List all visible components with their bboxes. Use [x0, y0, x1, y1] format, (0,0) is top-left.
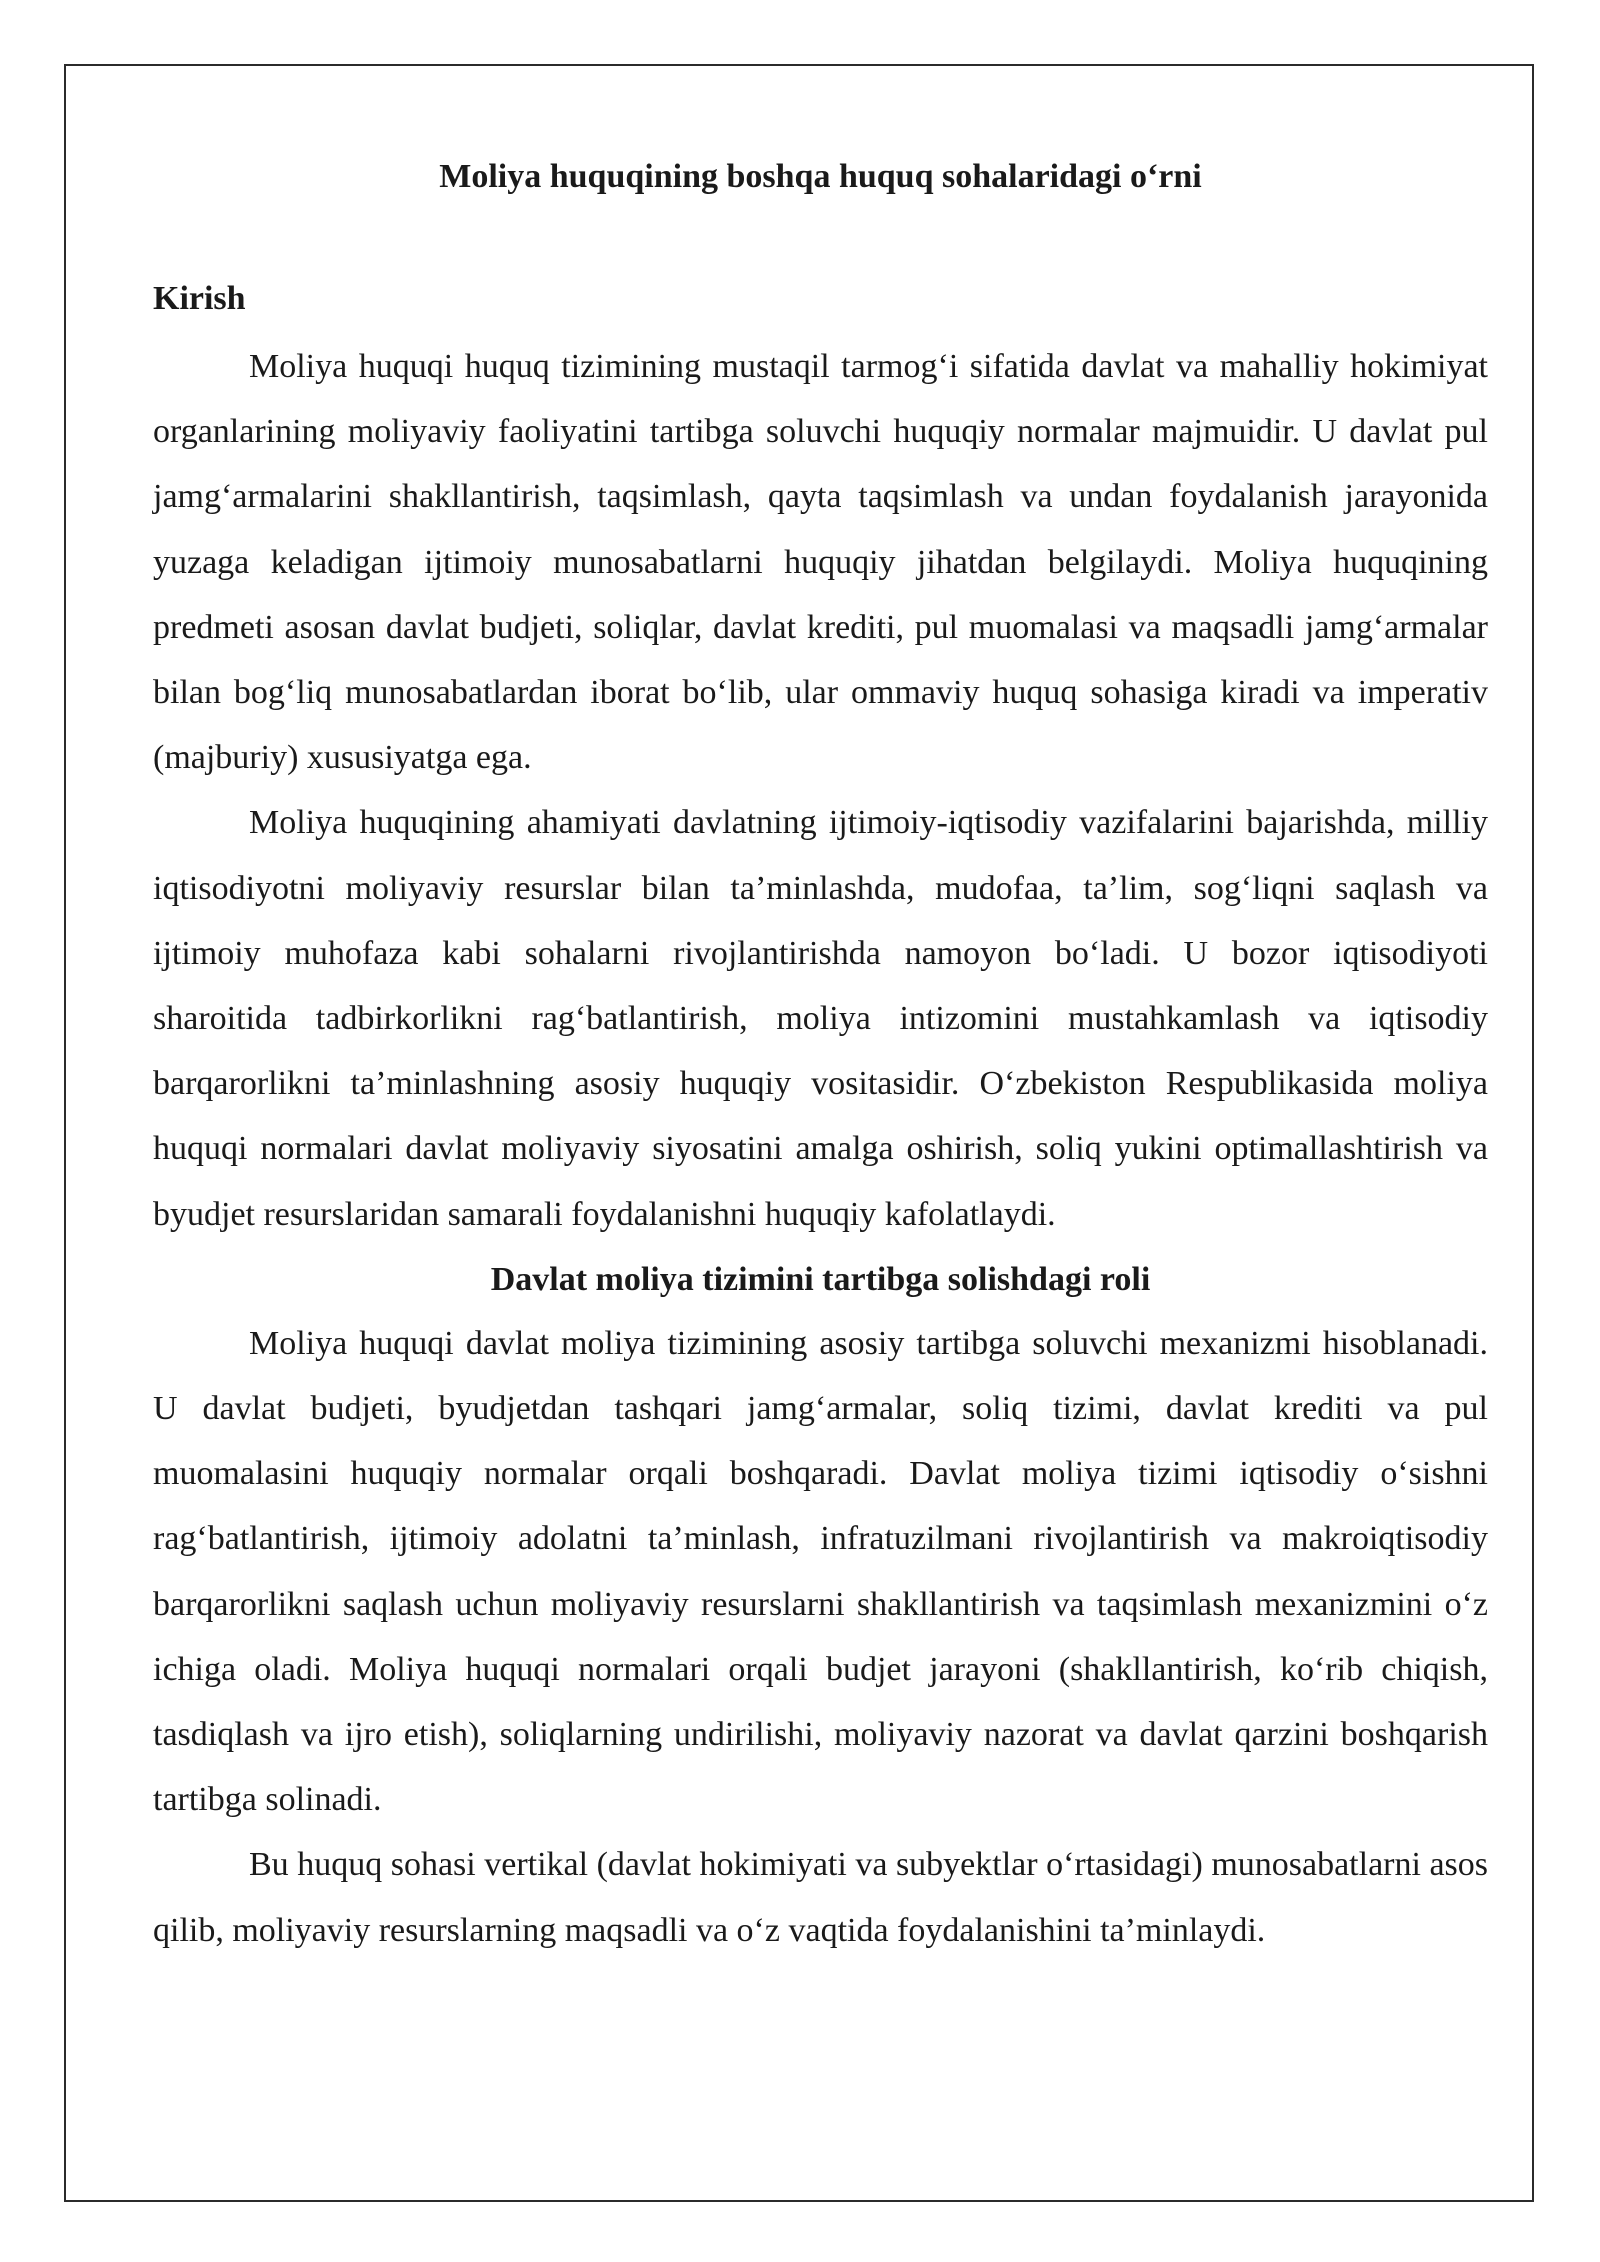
- paragraph: Moliya huquqi huquq tizimining mustaqil tarmog‘i sifatida davlat va mahalliy hokimiyat organlarining moliyaviy faoliyatini tartibga soluvchi huquqiy normalar majmuidir. U davlat pul jamg‘armalarini shakllantirish, taqsimlash, qayta taqsimlash va undan foydalanish jarayonida yuzaga keladigan ijtimoiy munosabatlarni huquqiy jihatdan belgilaydi. Moliya huquqining predmeti asosan davlat budjeti, soliqlar, davlat krediti, pul muomalasi va maqsadli jamg‘armalar bilan bog‘liq munosabatlardan iborat bo‘lib, ular ommaviy huquq sohasiga kiradi va imperativ (majburiy) xususiyatga ega.: [153, 348, 1488, 777]
- section-introduction: [153, 270, 1488, 1247]
- paragraph: Moliya huquqining ahamiyati davlatning ijtimoiy-iqtisodiy vazifalarini bajarishda, milliy iqtisodiyotni moliyaviy resurslar bilan ta’minlashda, mudofaa, ta’lim, sog‘liqni saqlash va ijtimoiy muhofaza kabi sohalarni rivojlantirishda namoyon bo‘ladi. U bozor iqtisodiyoti sharoitida tadbirkorlikni rag‘batlantirish, moliya intizomini mustahkamlash va iqtisodiy barqarorlikni ta’minlashning asosiy huquqiy vositasidir. O‘zbekiston Respublikasida moliya huquqi normalari davlat moliyaviy siyosatini amalga oshirish, soliq yukini optimallashtirish va byudjet resurslaridan samarali foydalanishni huquqiy kafolatlaydi.: [153, 804, 1488, 1233]
- section-heading-state-finance-role: Davlat moliya tizimini tartibga solishdagi roli: [490, 1260, 1151, 1298]
- document-body: [153, 148, 1488, 1963]
- document-title: Moliya huquqining boshqa huquq sohalaridagi o‘rni: [439, 158, 1202, 195]
- section-heading-introduction: Kirish: [153, 280, 246, 317]
- section-state-finance-role: [153, 1251, 1488, 1963]
- paragraph: Moliya huquqi davlat moliya tizimining asosiy tartibga soluvchi mexanizmi hisoblanadi. U davlat budjeti, byudjetdan tashqari jamg‘armalar, soliq tizimi, davlat krediti va pul muomalasini huquqiy normalar orqali boshqaradi. Davlat moliya tizimi iqtisodiy o‘sishni rag‘batlantirish, ijtimoiy adolatni ta’minlash, infratuzilmani rivojlantirish va makroiqtisodiy barqarorlikni saqlash uchun moliyaviy resurslarni shakllantirish va taqsimlash mexanizmini o‘z ichiga oladi. Moliya huquqi normalari orqali budjet jarayoni (shakllantirish, ko‘rib chiqish, tasdiqlash va ijro etish), soliqlarning undirilishi, moliyaviy nazorat va davlat qarzini boshqarish tartibga solinadi.: [153, 1324, 1488, 1819]
- paragraph: Bu huquq sohasi vertikal (davlat hokimiyati va subyektlar o‘rtasidagi) munosabatlarni asos qilib, moliyaviy resurslarning maqsadli va o‘z vaqtida foydalanishini ta’minlaydi.: [153, 1846, 1488, 1949]
